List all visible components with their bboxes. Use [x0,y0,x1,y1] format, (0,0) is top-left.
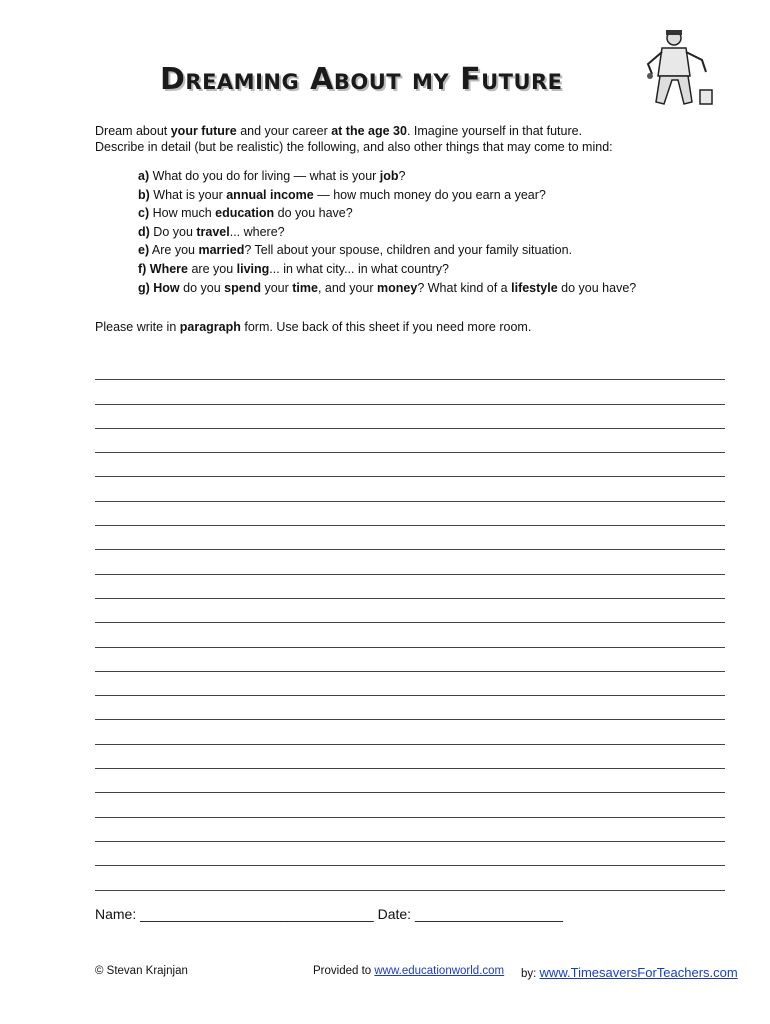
writing-line[interactable] [95,696,725,720]
question-item [138,186,738,205]
painter-mascot-illustration [636,26,716,112]
intro-segment: your future [170,124,237,138]
writing-line[interactable] [95,818,725,842]
question-segment: ? [398,169,406,183]
instructions-line-1 [95,123,735,139]
intro-segment: at the age 30 [331,124,407,138]
question-segment: annual income [226,187,314,202]
question-segment: d) [138,224,150,239]
author-credit [521,965,738,980]
intro-segment: . Imagine yourself in that future. [406,124,583,138]
question-segment: travel [196,224,230,239]
paragraph-instruction [95,320,531,334]
by-prefix: by: [521,968,540,980]
intro-segment: Dream about [95,124,171,138]
writing-line[interactable] [95,429,725,453]
question-segment: What is your [149,187,227,202]
date-field[interactable]: Date: ___________________ [377,906,563,922]
timesavers-link[interactable]: www.TimesaversForTeachers.com [539,965,738,980]
writing-line[interactable] [95,769,725,793]
question-segment: e) [138,243,150,258]
educationworld-link[interactable]: www.educationworld.com [374,965,505,977]
name-field[interactable]: Name: ______________________________ [95,906,374,922]
question-item [138,260,738,279]
writing-lines [95,356,725,891]
writing-line[interactable] [95,648,725,672]
question-segment: a) [138,169,150,183]
question-item [138,204,738,223]
question-segment: lifestyle [511,280,558,295]
question-segment: do you have? [557,280,637,295]
question-segment: do you have? [274,206,353,221]
question-segment: f) Where [138,261,188,276]
question-segment: — how much money do you earn a year? [313,187,546,202]
writing-line[interactable] [95,575,725,599]
question-list [138,167,738,297]
writing-line[interactable] [95,672,725,696]
question-segment: are you [188,261,237,276]
question-segment: How much [149,206,216,221]
question-segment: do you [179,280,225,295]
writing-line[interactable] [95,720,725,744]
writing-line[interactable] [95,356,725,380]
instructions [95,123,735,155]
question-segment: living [236,261,270,276]
question-segment: ? Tell about your spouse, children and your family situation. [244,243,573,258]
copyright-text: © Stevan Krajnjan [95,965,188,977]
question-segment: c) [138,206,150,221]
question-segment: ... in what city... in what country? [269,261,450,276]
question-segment: married [198,243,245,258]
question-item [138,167,738,186]
question-segment: your [260,280,293,295]
question-segment: g) How [138,280,180,295]
provided-prefix: Provided to [313,965,375,977]
question-segment: Do you [149,224,197,239]
note-segment: form. Use back of this sheet if you need more room. [240,320,532,334]
question-segment: time [292,280,318,295]
question-segment: ? What kind of a [417,280,512,295]
writing-line[interactable] [95,380,725,404]
question-segment: ... where? [229,224,285,239]
question-item [138,279,738,298]
writing-line[interactable] [95,526,725,550]
question-item [138,241,738,260]
question-segment: b) [138,187,150,202]
note-segment: Please write in [95,320,180,334]
question-item [138,223,738,242]
question-segment: Are you [149,243,199,258]
writing-line[interactable] [95,453,725,477]
question-segment: job [379,169,399,183]
note-segment: paragraph [179,320,241,334]
writing-line[interactable] [95,866,725,890]
question-segment: education [215,206,275,221]
writing-line[interactable] [95,550,725,574]
question-segment: money [377,280,418,295]
question-segment: spend [224,280,261,295]
question-segment: What do you do for living — what is your [149,169,380,183]
writing-line[interactable] [95,477,725,501]
instructions-line-2: Describe in detail (but be realistic) the following, and also other things that may come to mind: [95,140,613,154]
writing-line[interactable] [95,842,725,866]
writing-line[interactable] [95,405,725,429]
writing-line[interactable] [95,745,725,769]
worksheet-title: Dreaming About my Future [160,62,563,97]
name-date-row [95,906,563,922]
writing-line[interactable] [95,793,725,817]
writing-line[interactable] [95,502,725,526]
provided-to [313,965,504,977]
question-segment: , and your [317,280,378,295]
writing-line[interactable] [95,599,725,623]
writing-line[interactable] [95,623,725,647]
intro-segment: and your career [236,124,332,138]
